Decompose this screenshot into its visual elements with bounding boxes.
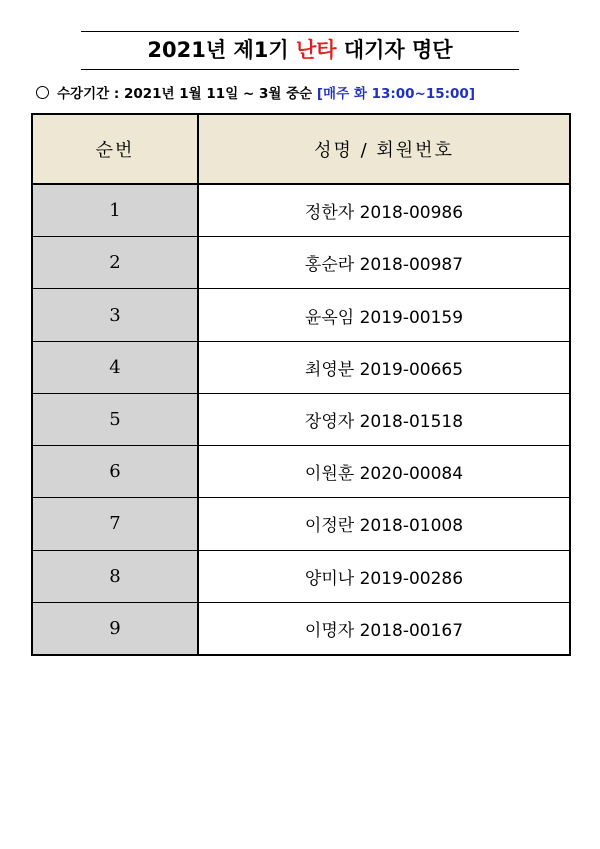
table-row <box>32 184 570 237</box>
table-row <box>32 550 570 602</box>
row-member: 양미나 2019-00286 <box>198 550 570 602</box>
title-rule-bottom <box>81 69 519 70</box>
row-member: 최영분 2019-00665 <box>198 341 570 393</box>
row-member: 이정란 2018-01008 <box>198 498 570 550</box>
table-row <box>32 289 570 341</box>
title-prefix: 2021년 제1기 <box>147 38 296 62</box>
row-member: 정한자 2018-00986 <box>198 184 570 237</box>
row-member: 장영자 2018-01518 <box>198 393 570 445</box>
row-number: 1 <box>32 184 198 237</box>
table-row <box>32 237 570 289</box>
header-member: 성명 / 회원번호 <box>198 114 570 184</box>
table-header-row <box>32 114 570 184</box>
row-number: 6 <box>32 446 198 498</box>
row-number: 9 <box>32 602 198 655</box>
row-number: 7 <box>32 498 198 550</box>
row-member: 윤옥임 2019-00159 <box>198 289 570 341</box>
page-title <box>81 34 519 66</box>
row-member: 홍순라 2018-00987 <box>198 237 570 289</box>
circle-bullet-icon <box>36 86 49 99</box>
table-row <box>32 446 570 498</box>
row-number: 3 <box>32 289 198 341</box>
table-row <box>32 393 570 445</box>
table-row <box>32 602 570 655</box>
title-suffix: 대기자 명단 <box>336 38 453 62</box>
table-row <box>32 498 570 550</box>
row-number: 4 <box>32 341 198 393</box>
period-text: 수강기간 : 2021년 1월 11일 ~ 3월 중순 <box>57 86 317 102</box>
title-block <box>81 31 519 70</box>
course-period <box>36 83 475 105</box>
schedule-text: [매주 화 13:00~15:00] <box>316 86 475 102</box>
table-row <box>32 341 570 393</box>
header-number: 순번 <box>32 114 198 184</box>
row-member: 이명자 2018-00167 <box>198 602 570 655</box>
row-number: 8 <box>32 550 198 602</box>
title-rule-top <box>81 31 519 32</box>
row-member: 이원훈 2020-00084 <box>198 446 570 498</box>
row-number: 2 <box>32 237 198 289</box>
title-accent: 난타 <box>295 38 337 62</box>
waitlist-table <box>31 113 571 656</box>
row-number: 5 <box>32 393 198 445</box>
